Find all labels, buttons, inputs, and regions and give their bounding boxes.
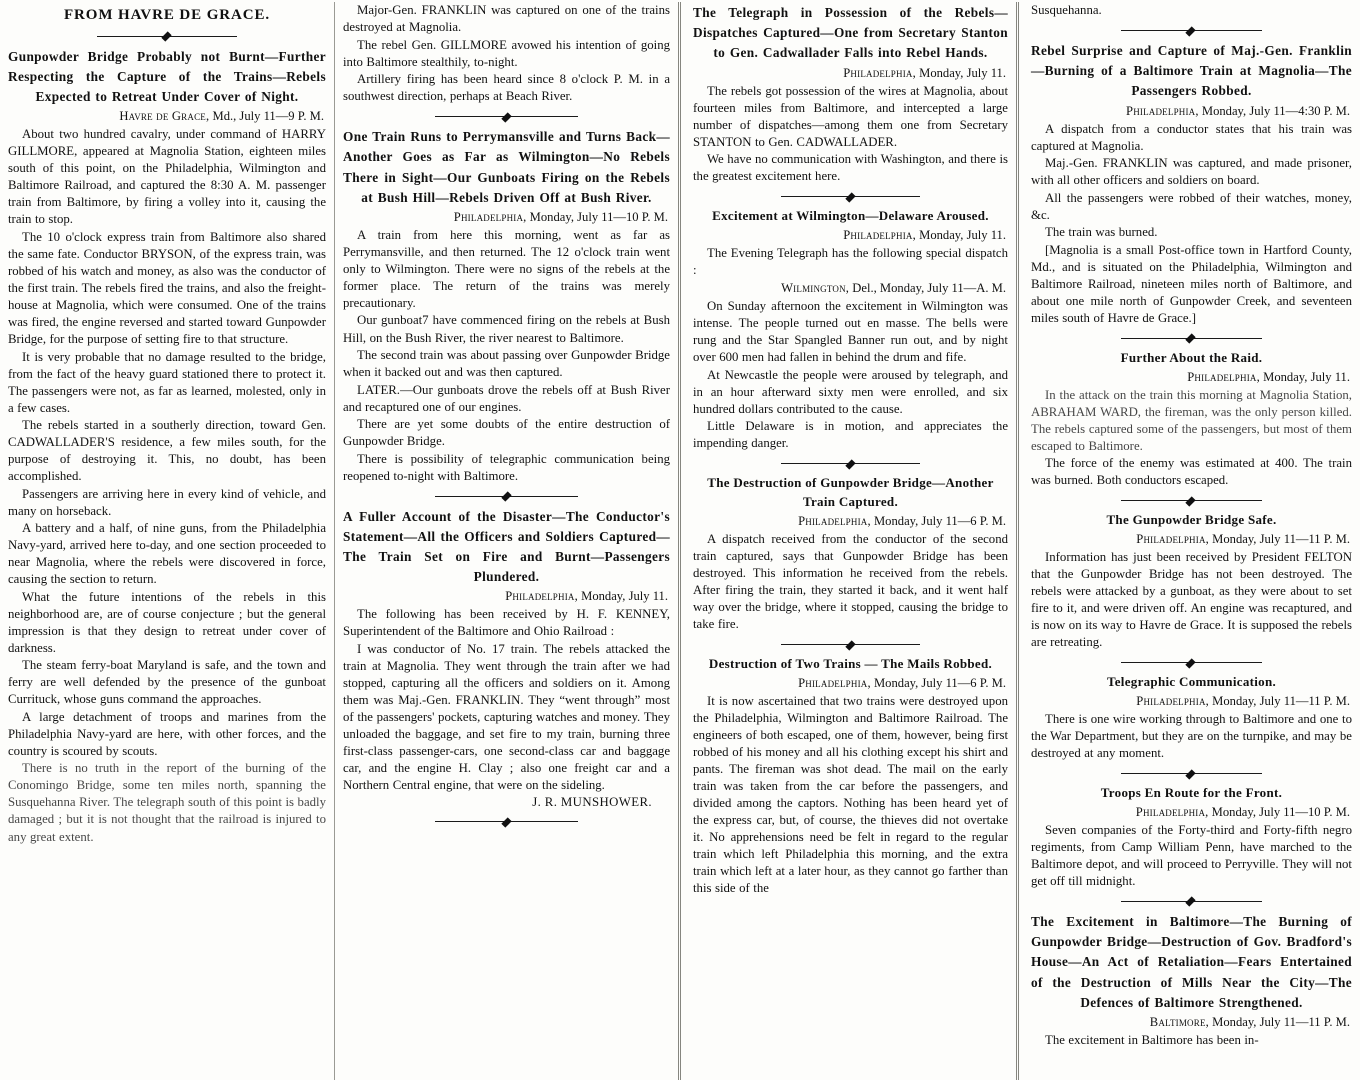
col3-dateline-4 [693, 513, 1008, 530]
paragraph: Information has just been received by President FELTON that the Gunpowder Bridge has not been destroyed. The rebels were attacked by a gunboat, as they were about to set fire to it, and were driven off. An engine was recaptured, and is now on its way to Havre de Grace. It is supposed the rebels are retreating. [1031, 550, 1352, 650]
dateline-place: Philadelphia, [505, 589, 578, 604]
col3-dateline-1 [693, 65, 1008, 82]
dateline-date: Monday, July 11—11 P. M. [1209, 1015, 1350, 1029]
col1-dateline [8, 108, 326, 125]
paragraph: There are yet some doubts of the entire destruction of Gunpowder Bridge. [343, 417, 670, 449]
col4-dateline-2 [1031, 369, 1352, 386]
column-2 [334, 2, 678, 1080]
dateline-date: Del., Monday, July 11—A. M. [849, 281, 1006, 296]
col4-dateline-6 [1031, 1014, 1352, 1031]
dateline-date: Md., July 11—9 P. M. [209, 109, 324, 124]
dinkus-ornament [435, 815, 579, 828]
paragraph: Passengers are arriving here in every kind of vehicle, and many on horseback. [8, 486, 326, 518]
col3-headline-2: Excitement at Wilmington—Delaware Aroused. [712, 208, 989, 224]
paragraph: The 10 o'clock express train from Baltimore also shared the same fate. Conductor BRYSON, of the express train, was robbed of his watch and money, as also was the conductor of the first train. The rebels fired the trains, and also the freight-house at Magnolia, which were consumed. One of the trains was fired, the engine reversed and started toward Gunpowder Bridge, for the purpose of setting fire to that structure. [8, 229, 326, 347]
column-1 [0, 2, 334, 1080]
col4-headline-1: Rebel Surprise and Capture of Maj.-Gen. Franklin—Burning of a Baltimore Train at Magnolia—The Passengers Robbed. [1031, 43, 1352, 99]
dinkus-ornament [435, 110, 579, 123]
dateline-date: Monday, July 11—10 P. M. [526, 209, 668, 224]
col4-headline-4: Telegraphic Communication. [1106, 674, 1277, 690]
paragraph: What the future intentions of the rebels in this neighborhood are, are of course conjecture ; but the general impression is that they design to retreat under cover of darkness. [8, 589, 326, 655]
col4-dateline-3 [1031, 531, 1352, 548]
catchword: Susquehanna. [1031, 3, 1102, 17]
dateline-date: Monday, July 11—10 P. M. [1208, 804, 1350, 819]
dinkus-ornament [1121, 332, 1262, 345]
paragraph: The Evening Telegraph has the following special dispatch : [693, 246, 1008, 278]
dinkus-ornament [1121, 767, 1262, 780]
paragraph: There is no truth in the report of the burning of the Conomingo Bridge, some ten miles north, spanning the Susquehanna River. The telegraph south of this point is badly damaged ; but it is not thought that the railroad is injured to any great extent. [8, 761, 326, 844]
dinkus-ornament [781, 638, 920, 651]
paragraph: It is now ascertained that two trains were destroyed upon the Philadelphia, Wilmington and Baltimore Railroad. The engineers of both escaped, one of them, however, being first robbed of his money and all his clothing except his shirt and pants. The fireman was shot dead. The mail on the early train was taken from the car before the passengers, and divided among the captors. Nothing has been heard yet of the express car, but, of course, the thieves did not overtake it. No apprehensions need be felt in regard to the regular train which left Philadelphia this morning, and the extra train which left at a later hour, as they cannot go farther than this side of the [693, 693, 1008, 896]
dinkus-ornament [1121, 24, 1262, 37]
dinkus-ornament [435, 490, 579, 503]
paragraph: Major-Gen. FRANKLIN was captured on one of the trains destroyed at Magnolia. [343, 3, 670, 35]
col4-dateline-4 [1031, 693, 1352, 710]
col2-dateline-1 [343, 209, 670, 226]
dateline-place: Philadelphia, [1125, 103, 1199, 118]
col3-dateline-2 [693, 227, 1008, 244]
dinkus-ornament [1121, 494, 1262, 507]
dateline-place: Philadelphia, [843, 228, 916, 243]
dinkus-ornament [781, 457, 920, 470]
dateline-place: Philadelphia, [798, 675, 871, 690]
paragraph: LATER.—Our gunboats drove the rebels off at Bush River and recaptured one of our engines. [343, 382, 670, 414]
dateline-place: Philadelphia, [453, 209, 527, 224]
paragraph: It is very probable that no damage resulted to the bridge, from the fact of the heavy guard stationed there to protect it. The passengers were not, as far as learned, molested, only in a few cases. [8, 349, 326, 415]
col3-headline-1: The Telegraph in Possession of the Rebels—Dispatches Captured—One from Secretary Stanton to Gen. Cadwallader Falls into Rebel Hands. [693, 5, 1008, 61]
paragraph: The train was burned. [1045, 225, 1158, 240]
paragraph: We have no communication with Washington, and there is the greatest excitement here. [693, 152, 1008, 184]
dinkus-ornament [1121, 656, 1262, 669]
paragraph: A train from here this morning, went as far as Perrymansville, and then returned. The 12 o'clock train went only to Wilmington. There were no signs of the rebels at the former place. The return of the trains was merely precautionary. [343, 227, 670, 310]
paragraph: At Newcastle the people were aroused by telegraph, and in an hour afterward sixty men were enrolled, and six hundred dollars contributed to the cause. [693, 367, 1008, 416]
paragraph: There is one wire working through to Baltimore and one to the War Department, but they are on the turnpike, and may be destroyed at any moment. [1031, 712, 1352, 761]
paragraph: Artillery firing has been heard since 8 o'clock P. M. in a southwest direction, perhaps at Beach River. [343, 72, 670, 104]
dateline-place: Philadelphia, [1136, 694, 1209, 709]
paragraph: The steam ferry-boat Maryland is safe, and the town and ferry are well defended by the presence of the gunboat Currituck, whose guns command the approaches. [8, 658, 326, 707]
paragraph: The force of the enemy was estimated at 400. The train was burned. Both conductors escaped. [1031, 456, 1352, 488]
article-signature: J. R. MUNSHOWER. [532, 795, 652, 810]
section-masthead: FROM HAVRE DE GRACE. [63, 7, 271, 23]
paragraph: The rebel Gen. GILLMORE avowed his intention of going into Baltimore stealthily, to-night. [343, 37, 670, 69]
col4-dateline-1 [1031, 103, 1352, 120]
dateline-date: Monday, July 11—4:30 P. M. [1198, 103, 1350, 118]
dinkus-ornament [1121, 895, 1262, 908]
col1-headline: Gunpowder Bridge Probably not Burnt—Further Respecting the Capture of the Trains—Rebels Expected to Retreat Under Cover of Night. [8, 48, 326, 105]
dateline-place: Baltimore, [1149, 1015, 1209, 1029]
column-4 [1016, 2, 1360, 1080]
dinkus-ornament [781, 190, 920, 203]
dateline-date: Monday, July 11. [915, 228, 1006, 243]
dateline-date: Monday, July 11. [915, 65, 1006, 80]
col2-headline-2: A Fuller Account of the Disaster—The Conductor's Statement—All the Officers and Soldiers Captured—The Train Set on Fire and Burnt—Passengers Plundered. [343, 508, 670, 585]
paragraph: A battery and a half, of nine guns, from the Philadelphia Navy-yard, arrived here to-day, and one section proceeded to near Magnolia, where the rebels were discovered in force, causing the section to return. [8, 521, 326, 587]
dateline-date: Monday, July 11—11 P. M. [1209, 694, 1350, 709]
col3-headline-3: The Destruction of Gunpowder Bridge—Another Train Captured. [707, 475, 994, 510]
paragraph: The second train was about passing over Gunpowder Bridge when it backed out and was then captured. [343, 348, 670, 380]
paragraph: A dispatch from a conductor states that his train was captured at Magnolia. [1031, 121, 1352, 153]
dinkus-ornament [97, 30, 237, 43]
col4-headline-5: Troops En Route for the Front. [1100, 785, 1283, 801]
paragraph: All the passengers were robbed of their watches, money, &c. [1031, 190, 1352, 222]
paragraph: Seven companies of the Forty-third and Forty-fifth negro regiments, from Camp William Penn, have marched to the Baltimore depot, and will proceed to Perryville. They will not get off till midnight. [1031, 822, 1352, 888]
paragraph: The rebels started in a southerly direction, toward Gen. CADWALLADER'S residence, a few miles south, for the purpose of destroying it. This, no doubt, has been accomplished. [8, 418, 326, 484]
col4-headline-6: The Excitement in Baltimore—The Burning of Gunpowder Bridge—Destruction of Gov. Bradford's House—An Act of Retaliation—Fears Entertained of the Destruction of Mills Near the City—The Defences of Baltimore Strengthened. [1031, 913, 1352, 1010]
col3-dateline-5 [693, 675, 1008, 692]
dateline-place: Havre de Grace, [119, 109, 210, 124]
dateline-date: Monday, July 11. [1259, 369, 1350, 384]
col4-headline-2: Further About the Raid. [1120, 349, 1263, 365]
paragraph: Little Delaware is in motion, and appreciates the impending danger. [693, 419, 1008, 451]
dateline-date: Monday, July 11—6 P. M. [870, 675, 1006, 690]
col4-headline-3: The Gunpowder Bridge Safe. [1106, 512, 1277, 528]
dateline-date: Monday, July 11—11 P. M. [1209, 532, 1350, 547]
paragraph: About two hundred cavalry, under command of HARRY GILLMORE, appeared at Magnolia Station, eighteen miles south of this point, on the Philadelphia, Wilmington and Baltimore Railroad, and captured the 8:30 A. M. passenger train from Baltimore, by firing a volley into it, causing the train to stop. [8, 127, 326, 227]
dateline-date: Monday, July 11—6 P. M. [870, 513, 1006, 528]
paragraph: The following has been received by H. F. KENNEY, Superintendent of the Baltimore and Ohio Railroad : [343, 607, 670, 639]
paragraph: There is possibility of telegraphic communication being reopened to-night with Baltimore. [343, 451, 670, 483]
paragraph-bracketed-note: [Magnolia is a small Post-office town in Hartford County, Md., and is situated on the Philadelphia, Wilmington and Baltimore Railroad, nineteen miles north of Baltimore, and about one mile north of Gunpowder Creek, and seventeen miles south of Havre de Grace.] [1031, 242, 1352, 325]
col4-dateline-5 [1031, 804, 1352, 821]
dateline-place: Philadelphia, [1135, 804, 1209, 819]
paragraph: A large detachment of troops and marines from the Philadelphia Navy-yard are here, with other forces, and the country is scoured by scouts. [8, 709, 326, 758]
paragraph: I was conductor of No. 17 train. The rebels attacked the train at Magnolia. They went through the train after we had stopped, capturing all the officers and soldiers on it. Among them was Maj.-Gen. FRANKLIN. They “went through” most of the passengers' pockets, capturing watches and money. They unloaded the baggage, and set fire to my train, burning three first-class passenger-cars, one second-class car and baggage car, and the engine H. Clay ; also one freight car and a Northern Central engine, that were on the sideling. [343, 641, 670, 793]
dateline-place: Wilmington, [781, 281, 850, 296]
col2-dateline-2 [343, 588, 670, 605]
dateline-place: Philadelphia, [798, 513, 871, 528]
paragraph: The rebels got possession of the wires at Magnolia, about fourteen miles from Baltimore, and intercepted a large number of dispatches—among them one from Secretary STANTON to Gen. CADWALLADER. [693, 83, 1008, 149]
paragraph: In the attack on the train this morning at Magnolia Station, ABRAHAM WARD, the fireman, was the only person killed. The rebels captured some of the passengers, but most of them escaped to Baltimore. [1031, 387, 1352, 453]
col2-headline-1: One Train Runs to Perrymansville and Turns Back—Another Goes as Far as Wilmington—No Rebels There in Sight—Our Gunboats Firing on the Rebels at Bush Hill—Rebels Driven Off at Bush River. [343, 129, 670, 205]
column-3 [678, 2, 1016, 1080]
paragraph: Maj.-Gen. FRANKLIN was captured, and made prisoner, with all other officers and soldiers on board. [1031, 156, 1352, 188]
col3-headline-4: Destruction of Two Trains — The Mails Robbed. [708, 656, 993, 671]
paragraph: Our gunboat7 have commenced firing on the rebels at Bush Hill, on the Bush River, the river nearest to Baltimore. [343, 313, 670, 345]
dateline-place: Philadelphia, [843, 65, 916, 80]
dateline-place: Philadelphia, [1136, 532, 1209, 547]
dateline-place: Philadelphia, [1187, 369, 1260, 384]
paragraph: On Sunday afternoon the excitement in Wilmington was intense. The people turned out en masse. The bells were rung and the Star Spangled Banner run out, and by night over 600 men had fallen in behind the drum and fife. [693, 299, 1008, 365]
paragraph: The excitement in Baltimore has been in- [1045, 1033, 1259, 1047]
dateline-date: Monday, July 11. [577, 589, 668, 604]
paragraph: A dispatch received from the conductor of the second train captured, says that Gunpowder Bridge has been destroyed. This information he received from the rebels. After firing the train, they started it back, and it went half way over the bridge, where it stopped, causing the bridge to take fire. [693, 531, 1008, 631]
col3-dateline-3 [693, 280, 1008, 297]
